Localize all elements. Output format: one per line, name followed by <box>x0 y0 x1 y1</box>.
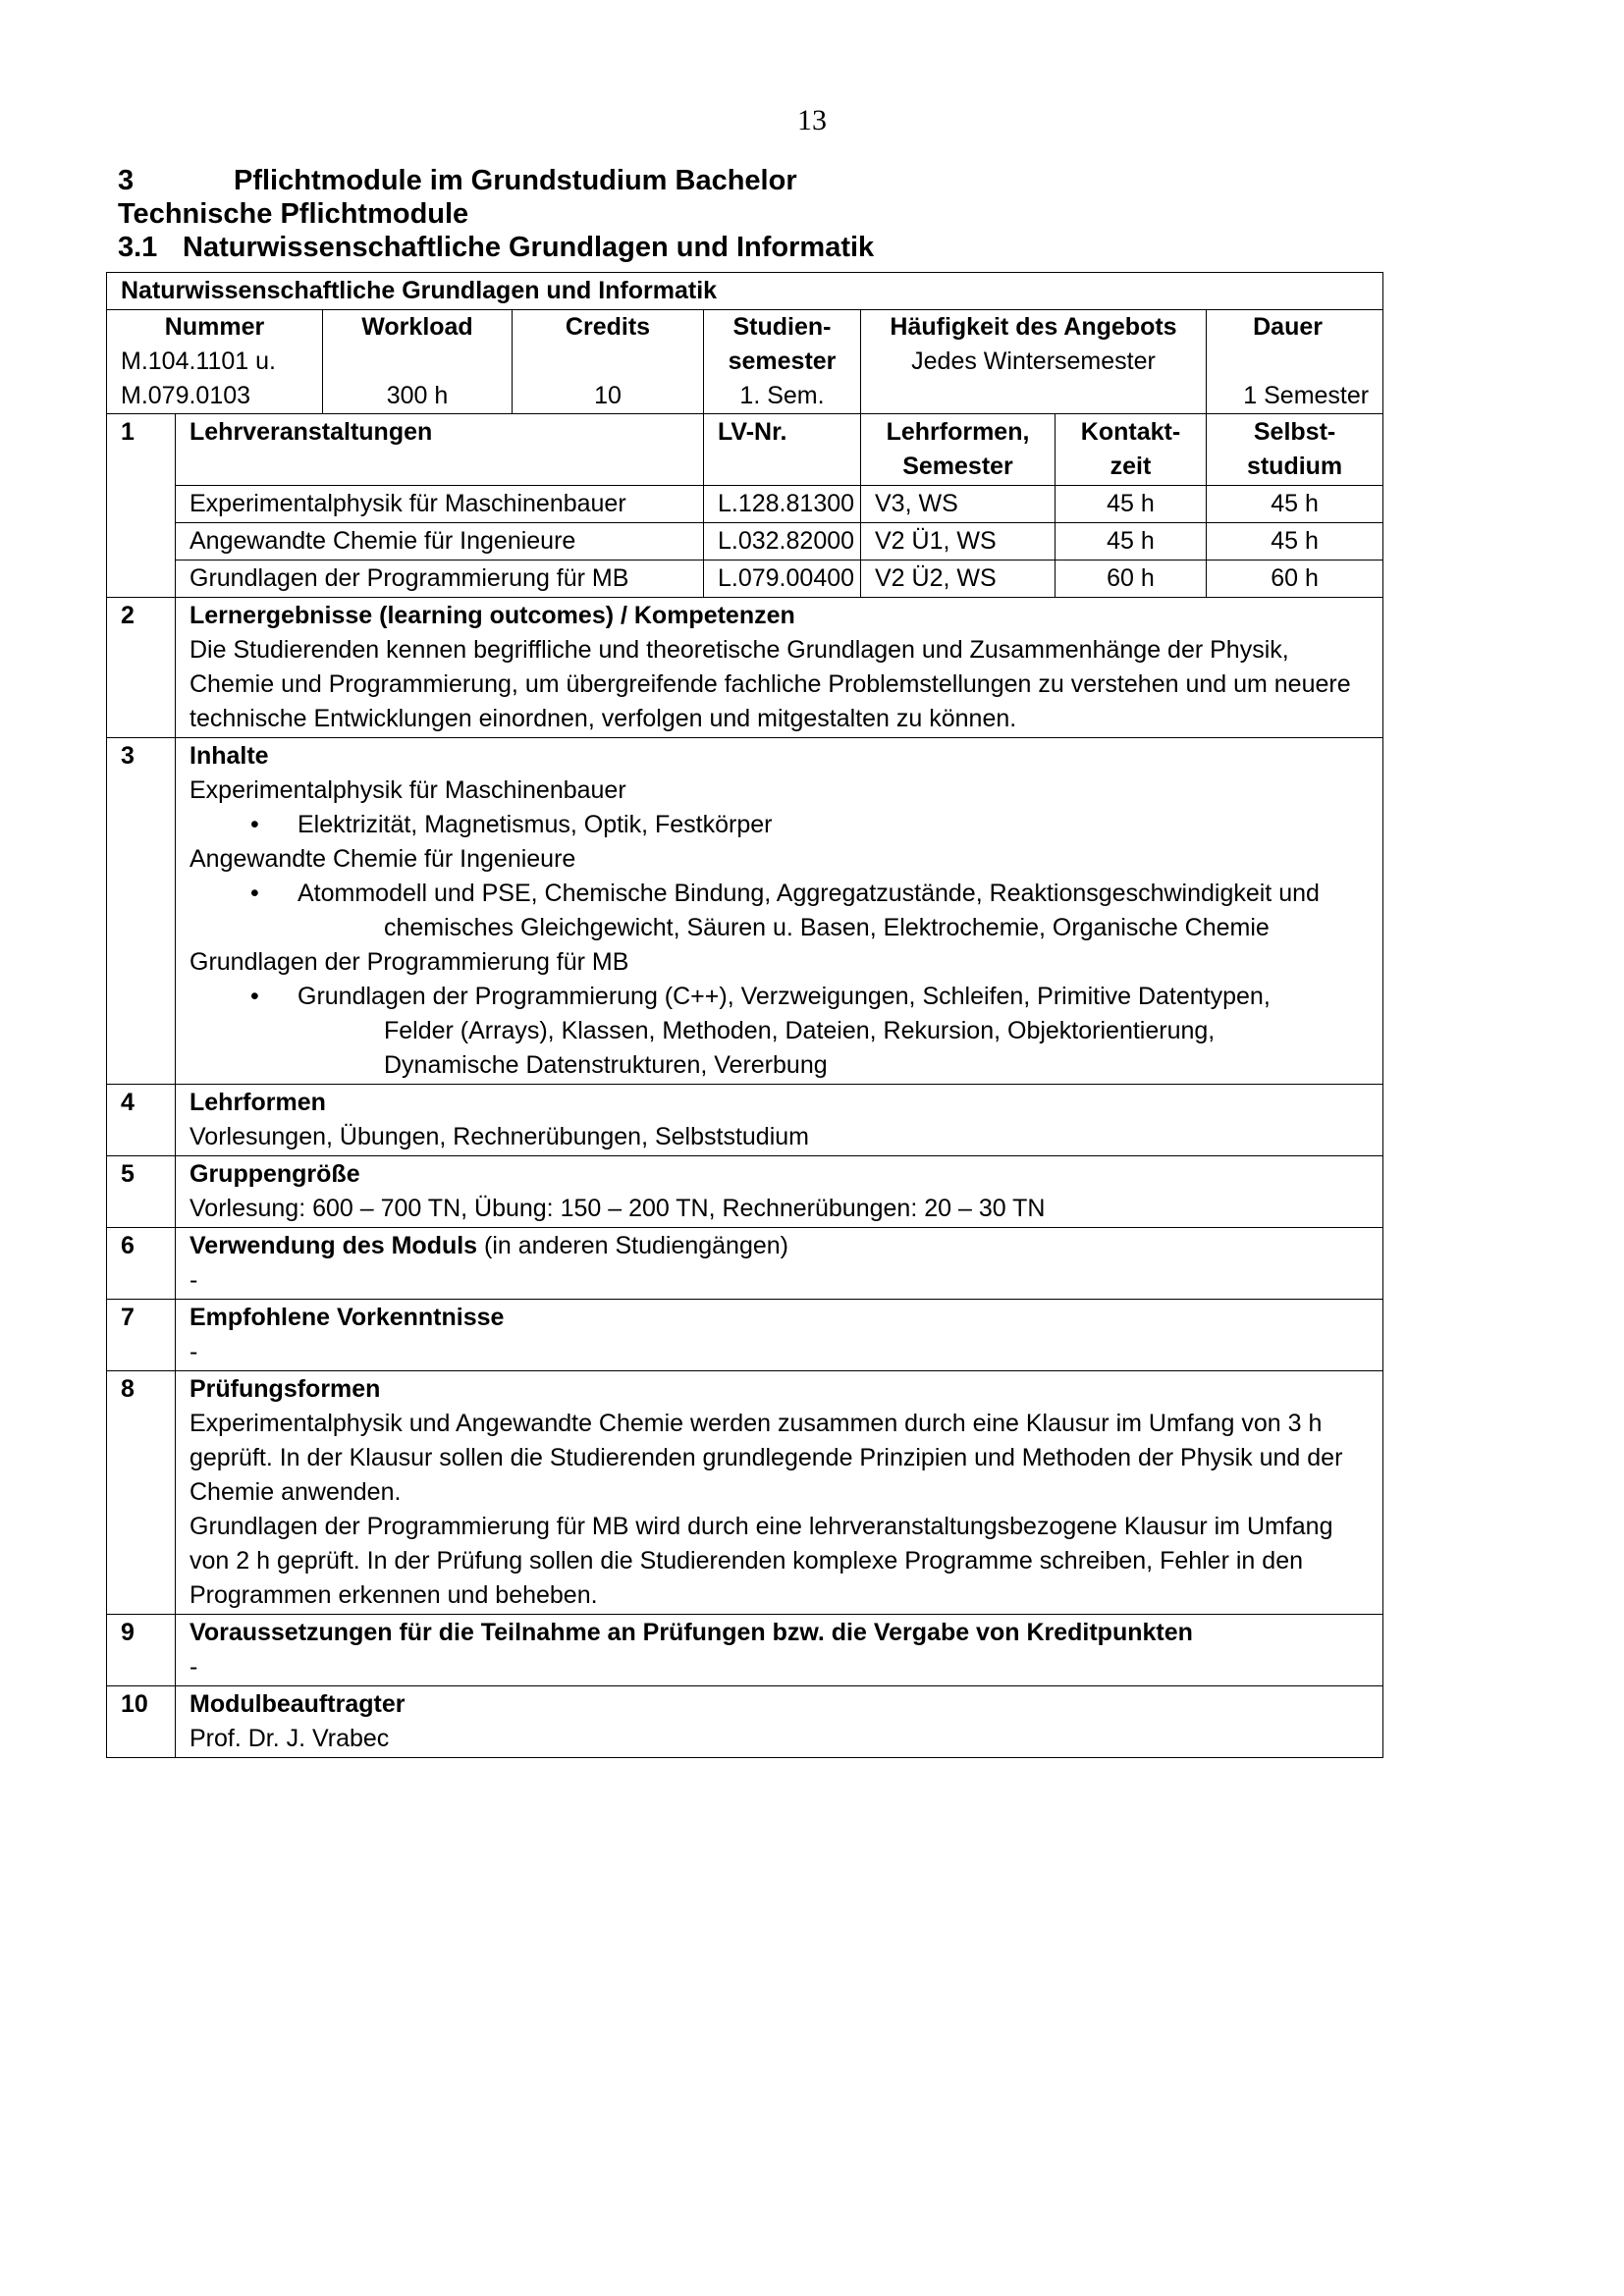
section-10-text: Prof. Dr. J. Vrabec <box>189 1725 390 1752</box>
nummer-value-2: M.079.0103 <box>121 382 251 409</box>
section-6-heading <box>189 1229 1369 1263</box>
section-2-title: Lernergebnisse (learning outcomes) / Kompetenzen <box>189 602 795 629</box>
section-9-text: - <box>189 1653 198 1681</box>
section-7-title: Empfohlene Vorkenntnisse <box>189 1304 505 1331</box>
section-3-number: 3 <box>107 738 176 1085</box>
section-8-row <box>107 1371 1383 1615</box>
section-10-number: 10 <box>107 1686 176 1758</box>
nummer-label: Nummer <box>164 313 265 341</box>
selbst-header-2: studium <box>1246 453 1343 480</box>
haeufigkeit-label: Häufigkeit des Angebots <box>890 313 1177 341</box>
section-1-number: 1 <box>107 414 176 486</box>
section-6-text: - <box>189 1266 198 1294</box>
list-item-text-cont: chemisches Gleichgewicht, Säuren u. Basen, Elektrochemie, Organische Chemie <box>384 914 1270 941</box>
inhalte-course-1: Experimentalphysik für Maschinenbauer <box>189 776 626 804</box>
kontakt-header-1: Kontakt- <box>1080 418 1181 446</box>
bullet-icon: • <box>250 880 259 907</box>
section-5-text: Vorlesung: 600 – 700 TN, Übung: 150 – 200 TN, Rechnerübungen: 20 – 30 TN <box>189 1195 1046 1222</box>
heading-section-number: 3.1 <box>118 232 158 263</box>
bullet-icon: • <box>250 811 259 838</box>
section-8-body <box>176 1371 1383 1615</box>
inhalte-list-2 <box>189 877 1369 945</box>
section-5-number: 5 <box>107 1156 176 1228</box>
dauer-value: 1 Semester <box>1243 382 1370 409</box>
kontakt-header <box>1056 414 1207 486</box>
section-5-row <box>107 1156 1383 1228</box>
list-item-text: Elektrizität, Magnetismus, Optik, Festkörper <box>298 811 773 838</box>
section-8-title: Prüfungsformen <box>189 1375 381 1403</box>
module-title: Naturwissenschaftliche Grundlagen und Informatik <box>107 273 1383 310</box>
heading-chapter-title: Pflichtmodule im Grundstudium Bachelor <box>234 165 797 196</box>
selbst-header <box>1207 414 1383 486</box>
module-title-row <box>107 273 1383 310</box>
list-item-text-cont: Felder (Arrays), Klassen, Methoden, Dateien, Rekursion, Objektorientierung, <box>384 1017 1216 1044</box>
credits-label: Credits <box>565 313 651 341</box>
course-lvnr: L.032.82000 <box>704 523 861 561</box>
section-1-header-row <box>107 414 1383 486</box>
section-5-body <box>176 1156 1383 1228</box>
course-row <box>107 523 1383 561</box>
section-6-title-suffix: (in anderen Studiengängen) <box>477 1232 789 1259</box>
section-3-title: Inhalte <box>189 742 269 770</box>
section-10-title: Modulbeauftragter <box>189 1690 406 1718</box>
section-2-number: 2 <box>107 598 176 738</box>
workload-value: 300 h <box>386 382 449 409</box>
course-row <box>107 561 1383 598</box>
section-6-title: Verwendung des Moduls <box>189 1232 478 1259</box>
credits-cell <box>513 310 704 414</box>
nummer-value-1: M.104.1101 u. <box>121 347 276 375</box>
course-selbst: 45 h <box>1207 523 1383 561</box>
semester-label-2: semester <box>728 347 837 375</box>
section-6-body <box>176 1228 1383 1300</box>
section-9-title: Voraussetzungen für die Teilnahme an Prüfungen bzw. die Vergabe von Kreditpunkten <box>189 1619 1193 1646</box>
course-name: Experimentalphysik für Maschinenbauer <box>176 486 704 523</box>
inhalte-list-1 <box>189 808 1369 842</box>
section-headings <box>118 164 1384 264</box>
section-8-number: 8 <box>107 1371 176 1615</box>
lvnr-header: LV-Nr. <box>704 414 861 486</box>
section-8-paragraph-1: Experimentalphysik und Angewandte Chemie werden zusammen durch eine Klausur im Umfang von 3 h geprüft. In der Klausur sollen die Studierenden grundlegende Prinzipien und Methoden der Physik und der Chemie anwenden. <box>189 1410 1343 1506</box>
course-row <box>107 486 1383 523</box>
section-8-paragraph-2: Grundlagen der Programmierung für MB wird durch eine lehrveranstaltungsbezogene Klausur im Umfang von 2 h geprüft. In der Prüfung sollen die Studierenden komplexe Programme schreiben, Fehler in den Programmen erkennen und beheben. <box>189 1513 1333 1609</box>
lehrformen-header <box>861 414 1056 486</box>
course-form: V2 Ü2, WS <box>861 561 1056 598</box>
course-name: Angewandte Chemie für Ingenieure <box>176 523 704 561</box>
section-6-number: 6 <box>107 1228 176 1300</box>
heading-section <box>118 231 1384 264</box>
section-2-body <box>176 598 1383 738</box>
section-7-row <box>107 1300 1383 1371</box>
list-item-text-cont: Dynamische Datenstrukturen, Vererbung <box>384 1051 828 1079</box>
module-table <box>106 272 1383 1758</box>
list-item <box>189 808 1369 842</box>
module-header-row <box>107 310 1383 414</box>
course-kontakt: 45 h <box>1056 523 1207 561</box>
section-7-text: - <box>189 1338 198 1365</box>
section-1-spacer <box>107 561 176 598</box>
section-9-number: 9 <box>107 1615 176 1686</box>
nummer-cell <box>107 310 323 414</box>
dauer-cell <box>1207 310 1383 414</box>
list-item <box>189 980 1369 1083</box>
credits-value: 10 <box>594 382 622 409</box>
haeufigkeit-value: Jedes Wintersemester <box>911 347 1156 375</box>
section-3-body <box>176 738 1383 1085</box>
section-4-row <box>107 1085 1383 1156</box>
list-item-text: Atommodell und PSE, Chemische Bindung, Aggregatzustände, Reaktionsgeschwindigkeit und <box>298 880 1320 907</box>
section-3-row <box>107 738 1383 1085</box>
course-selbst: 45 h <box>1207 486 1383 523</box>
page-number: 13 <box>797 104 827 136</box>
kontakt-header-2: zeit <box>1110 453 1152 480</box>
section-2-row <box>107 598 1383 738</box>
section-1-spacer <box>107 486 176 523</box>
lehrformen-header-2: Semester <box>902 453 1013 480</box>
heading-chapter <box>118 164 1384 197</box>
workload-label: Workload <box>361 313 473 341</box>
section-2-text: Die Studierenden kennen begriffliche und theoretische Grundlagen und Zusammenhänge der Physik, Chemie und Programmierung, um übergreifende fachliche Problemstellungen zu verstehen und um neuere technische Entwicklungen einordnen, verfolgen und mitgestalten zu können. <box>189 636 1351 732</box>
section-10-body <box>176 1686 1383 1758</box>
heading-chapter-number: 3 <box>118 165 135 196</box>
inhalte-course-3: Grundlagen der Programmierung für MB <box>189 948 629 976</box>
heading-subchapter: Technische Pflichtmodule <box>118 198 469 230</box>
course-form: V2 Ü1, WS <box>861 523 1056 561</box>
section-4-title: Lehrformen <box>189 1089 326 1116</box>
course-kontakt: 45 h <box>1056 486 1207 523</box>
course-selbst: 60 h <box>1207 561 1383 598</box>
section-9-row <box>107 1615 1383 1686</box>
course-lvnr: L.128.81300 <box>704 486 861 523</box>
course-name: Grundlagen der Programmierung für MB <box>176 561 704 598</box>
heading-section-title: Naturwissenschaftliche Grundlagen und Informatik <box>183 232 875 263</box>
list-item <box>189 877 1369 945</box>
section-7-number: 7 <box>107 1300 176 1371</box>
section-10-row <box>107 1686 1383 1758</box>
section-4-body <box>176 1085 1383 1156</box>
section-6-row <box>107 1228 1383 1300</box>
section-4-number: 4 <box>107 1085 176 1156</box>
section-1-spacer <box>107 523 176 561</box>
section-4-text: Vorlesungen, Übungen, Rechnerübungen, Selbststudium <box>189 1123 809 1150</box>
course-kontakt: 60 h <box>1056 561 1207 598</box>
haeufigkeit-cell <box>861 310 1207 414</box>
workload-cell <box>323 310 513 414</box>
selbst-header-1: Selbst- <box>1253 418 1336 446</box>
dauer-label: Dauer <box>1253 313 1323 341</box>
bullet-icon: • <box>250 983 259 1010</box>
course-form: V3, WS <box>861 486 1056 523</box>
lehrformen-header-1: Lehrformen, <box>886 418 1030 446</box>
section-1-title: Lehrveranstaltungen <box>176 414 704 486</box>
inhalte-list-3 <box>189 980 1369 1083</box>
inhalte-course-2: Angewandte Chemie für Ingenieure <box>189 845 576 873</box>
section-9-body <box>176 1615 1383 1686</box>
section-7-body <box>176 1300 1383 1371</box>
semester-label-1: Studien- <box>732 313 832 341</box>
semester-cell <box>704 310 861 414</box>
section-5-title: Gruppengröße <box>189 1160 360 1188</box>
semester-value: 1. Sem. <box>739 382 825 409</box>
course-lvnr: L.079.00400 <box>704 561 861 598</box>
list-item-text: Grundlagen der Programmierung (C++), Verzweigungen, Schleifen, Primitive Datentypen, <box>298 983 1271 1010</box>
